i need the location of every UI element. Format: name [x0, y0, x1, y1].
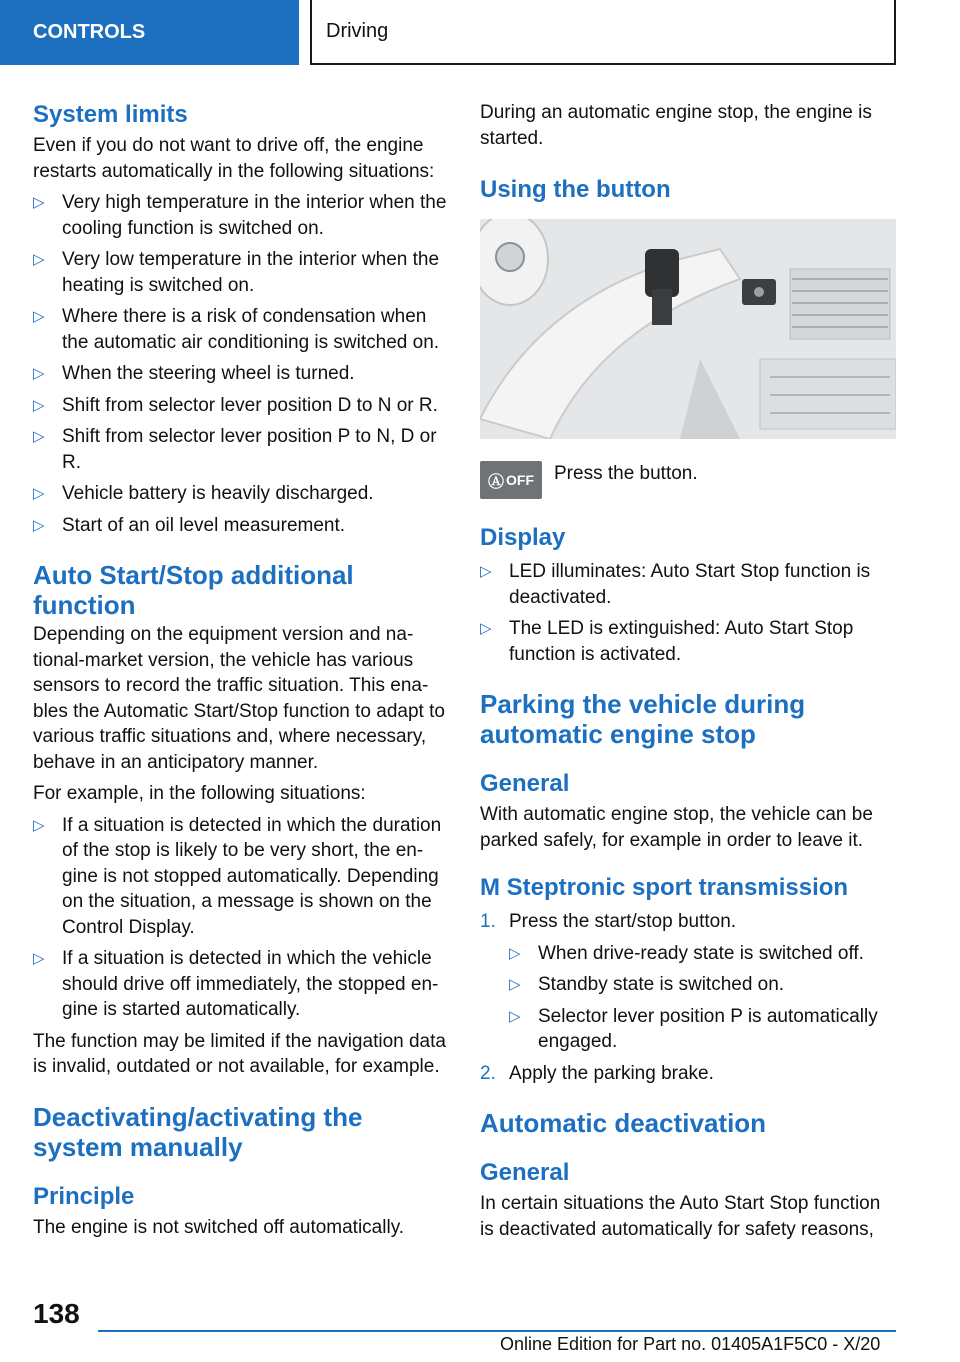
list-item: ▷ Shift from selector lever position D to N or R. — [33, 393, 449, 419]
parking-general-text: With automatic engine stop, the vehicle can be parked safely, for example in order to leave it. — [480, 804, 873, 851]
step-number: 1. — [480, 911, 496, 932]
bullet-arrow-icon: ▷ — [33, 396, 45, 414]
button-instruction — [480, 461, 896, 499]
principle-heading: Principle — [33, 1182, 135, 1210]
bullet-arrow-icon: ▷ — [509, 944, 521, 962]
list-item: 1. Press the start/stop button. ▷ When drive-ready state is switched off. ▷ Standby state is switched on. ▷ Selector lever position P is automatically engaged. — [480, 909, 896, 1055]
system-limits-list — [33, 190, 449, 538]
list-item: ▷ Standby state is switched on. — [509, 972, 896, 998]
button-instruction-text: Press the button. — [554, 463, 698, 484]
list-item: ▷ Start of an oil level measurement. — [33, 513, 449, 539]
display-list — [480, 559, 896, 667]
right-intro: During an automatic engine stop, the engine is started. — [480, 102, 872, 149]
list-item: ▷ When the steering wheel is turned. — [33, 361, 449, 387]
steptronic-heading: M Steptronic sport transmission — [480, 874, 849, 901]
section-label: CONTROLS — [33, 21, 146, 43]
auto-deactivation-general-heading: General — [480, 1159, 570, 1186]
bullet-arrow-icon: ▷ — [33, 485, 45, 502]
footer-divider — [98, 1330, 896, 1332]
bullet-arrow-icon: ▷ — [480, 620, 492, 637]
left-column — [33, 100, 449, 1240]
auto-deactivation-text: In certain situations the Auto Start Stop function is deactivated automatically for safety reasons, — [480, 1193, 881, 1240]
bullet-arrow-icon: ▷ — [33, 194, 45, 211]
using-button-heading: Using the button — [480, 176, 671, 203]
list-item: ▷ Where there is a risk of condensation when the automatic air conditioning is switched on. — [33, 306, 440, 353]
system-limits-heading: System limits — [33, 101, 188, 128]
list-item: 2. Apply the parking brake. — [480, 1061, 896, 1087]
right-column — [480, 100, 896, 1242]
dashboard-illustration — [480, 219, 896, 439]
parking-general-heading: General — [480, 770, 570, 797]
list-item: ▷ If a situation is detected in which the vehicle should drive off immediately, the stopped en-gine is started automatically. — [33, 948, 439, 1020]
principle-text: The engine is not switched off automatically. — [33, 1216, 405, 1238]
bullet-arrow-icon: ▷ — [33, 950, 45, 967]
bullet-arrow-icon: ▷ — [509, 1007, 521, 1025]
list-item: ▷ When drive-ready state is switched off. — [509, 941, 896, 967]
additional-para-2: For example, in the following situations: — [33, 783, 366, 804]
parking-heading: Parking the vehicle during automatic engine stop — [480, 689, 806, 749]
system-limits-intro: Even if you do not want to drive off, the engine restarts automatically in the following situations: — [33, 135, 435, 182]
icon-label: OFF — [506, 472, 534, 488]
section-tab — [0, 0, 299, 65]
list-item: ▷ Very high temperature in the interior when the cooling function is switched on. — [33, 192, 447, 239]
chapter-label: Driving — [326, 20, 389, 42]
bullet-arrow-icon: ▷ — [33, 251, 45, 268]
bullet-arrow-icon: ▷ — [33, 816, 45, 834]
step-number: 2. — [480, 1062, 496, 1084]
list-item: ▷ Shift from selector lever position P to N, D or R. — [33, 426, 437, 473]
manual-heading: Deactivating/activating the system manually — [33, 1101, 363, 1162]
list-item: ▷ If a situation is detected in which the duration of the stop is likely to be very short, the en-gine is not stopped automatically. Depending on the situation, a message is shown on the Control Display. — [33, 814, 442, 938]
additional-function-heading: Auto Start/Stop additional function — [33, 560, 354, 620]
bullet-arrow-icon: ▷ — [33, 428, 45, 445]
bullet-arrow-icon: ▷ — [480, 563, 492, 580]
additional-para-3: The function may be limited if the navigation data is invalid, outdated or not available, for example. — [33, 1030, 446, 1077]
bullet-arrow-icon: ▷ — [33, 365, 45, 382]
display-heading: Display — [480, 524, 566, 551]
list-item: ▷ Vehicle battery is heavily discharged. — [33, 481, 449, 507]
list-item: ▷ The LED is extinguished: Auto Start Stop function is activated. — [480, 618, 854, 665]
dashboard-photo — [480, 219, 896, 439]
bullet-arrow-icon: ▷ — [33, 516, 45, 534]
additional-list — [33, 813, 449, 1023]
bullet-arrow-icon: ▷ — [509, 976, 521, 993]
edition-text: Online Edition for Part no. 01405A1F5C0 - X/20 — [500, 1334, 881, 1354]
auto-start-stop-off-icon: Ⓐ OFF — [480, 461, 542, 499]
step1-sublist — [509, 941, 896, 1055]
auto-deactivation-heading: Automatic deactivation — [480, 1108, 767, 1138]
chapter-header — [310, 0, 896, 65]
list-item: ▷ Selector lever position P is automatically engaged. — [509, 1005, 878, 1052]
steptronic-steps — [480, 909, 896, 1086]
bullet-arrow-icon: ▷ — [33, 308, 45, 325]
additional-para-1: Depending on the equipment version and na-tional-market version, the vehicle has various sensors to record the traffic situation. This ena-bles the Automatic Start/Stop function to adapt to various traffic situations and, where necessary, behave in an anticipatory manner. — [33, 624, 445, 773]
list-item: ▷ Very low temperature in the interior when the heating is switched on. — [33, 249, 440, 296]
list-item: ▷ LED illuminates: Auto Start Stop function is deactivated. — [480, 561, 871, 608]
page-number: 138 — [33, 1298, 80, 1329]
